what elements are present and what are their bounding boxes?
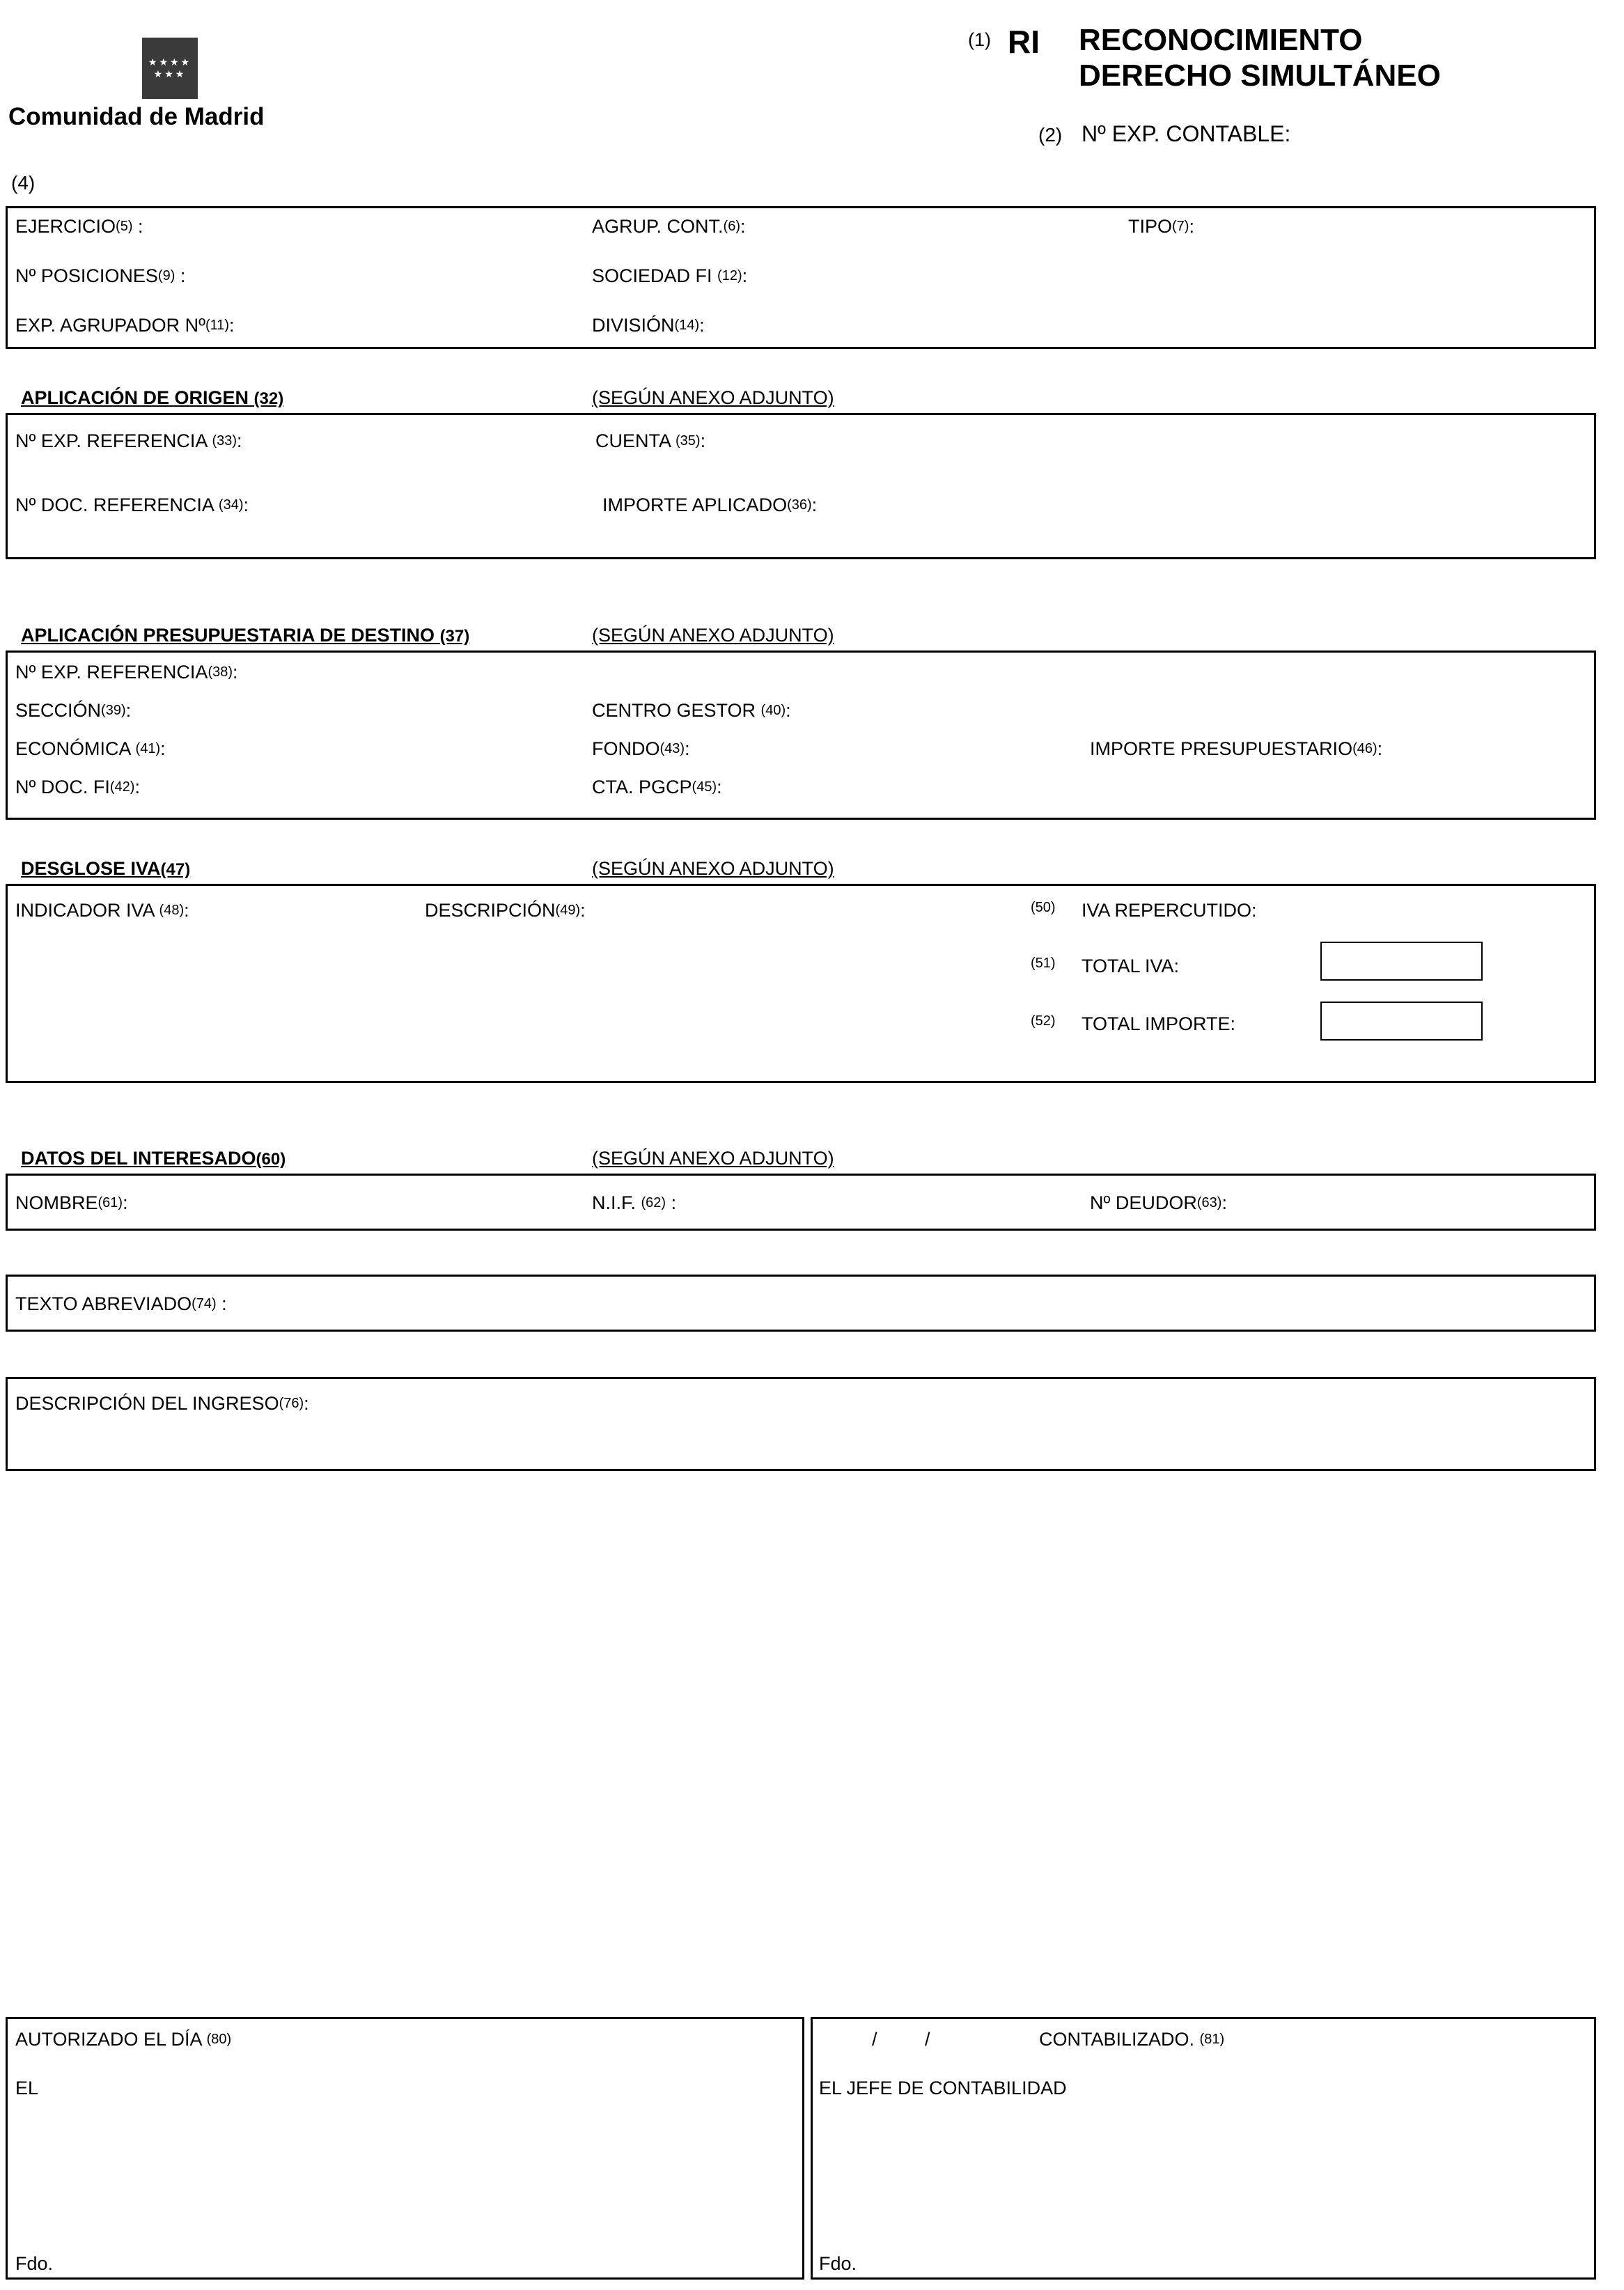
field-indicador-iva: INDICADOR IVA (48): <box>15 900 189 921</box>
field-exp-agrupador: EXP. AGRUPADOR Nº(11): <box>15 315 235 336</box>
box-texto-abreviado <box>6 1275 1596 1332</box>
field-seccion: SECCIÓN(39): <box>15 700 132 721</box>
annex-note-destino: (SEGÚN ANEXO ADJUNTO) <box>592 625 834 646</box>
ref-total-iva: (51) <box>1031 956 1056 971</box>
field-num-posiciones: Nº POSICIONES(9) : <box>15 265 186 286</box>
annex-note-interesado: (SEGÚN ANEXO ADJUNTO) <box>592 1148 834 1169</box>
form-code: RI <box>1008 24 1040 60</box>
box-general-data <box>6 206 1596 349</box>
field-total-iva: TOTAL IVA: <box>1082 956 1180 976</box>
field-centro-gestor: CENTRO GESTOR (40): <box>592 700 791 721</box>
field-cta-pgcp: CTA. PGCP(45): <box>592 777 722 797</box>
ref-iva-repercutido: (50) <box>1031 900 1056 915</box>
field-importe-presupuestario: IMPORTE PRESUPUESTARIO(46): <box>1090 738 1383 759</box>
field-descripcion-ingreso: DESCRIPCIÓN DEL INGRESO(76): <box>15 1393 309 1414</box>
label-jefe-contabilidad: EL JEFE DE CONTABILIDAD <box>819 2078 1067 2098</box>
heading-datos-interesado: DATOS DEL INTERESADO(60) <box>21 1148 286 1169</box>
field-tipo: TIPO(7): <box>1128 216 1194 237</box>
field-contabilizado: CONTABILIZADO. (81) <box>1039 2029 1225 2050</box>
field-cuenta: CUENTA (35): <box>595 430 706 451</box>
field-economica: ECONÓMICA (41): <box>15 738 166 759</box>
label-fdo-left: Fdo. <box>15 2253 54 2274</box>
field-fondo: FONDO(43): <box>592 738 690 759</box>
field-exp-referencia-38: Nº EXP. REFERENCIA(38): <box>15 662 238 683</box>
total-iva-input[interactable] <box>1320 942 1483 981</box>
date-slash-1: / <box>872 2029 877 2050</box>
box-desglose-iva <box>6 884 1596 1083</box>
label-el: EL <box>15 2078 39 2098</box>
box-autorizado <box>6 2017 804 2280</box>
heading-aplicacion-destino: APLICACIÓN PRESUPUESTARIA DE DESTINO (37) <box>21 625 470 646</box>
field-division: DIVISIÓN(14): <box>592 315 705 336</box>
box-contabilizado <box>811 2017 1596 2280</box>
heading-aplicacion-origen: APLICACIÓN DE ORIGEN (32) <box>21 387 284 408</box>
box-datos-interesado <box>6 1174 1596 1231</box>
flag-stars-icon: ★★★★ <box>148 56 192 68</box>
field-doc-fi: Nº DOC. FI(42): <box>15 777 140 797</box>
annex-note-origen: (SEGÚN ANEXO ADJUNTO) <box>592 387 834 408</box>
box-descripcion-ingreso <box>6 1377 1596 1471</box>
exp-contable-label: Nº EXP. CONTABLE: <box>1082 121 1291 146</box>
ref-total-importe: (52) <box>1031 1013 1056 1029</box>
field-autorizado-el-dia: AUTORIZADO EL DÍA (80) <box>15 2029 232 2050</box>
flag-stars-icon: ★★★ <box>153 68 187 80</box>
field-agrup-cont: AGRUP. CONT.(6): <box>592 216 746 237</box>
field-texto-abreviado: TEXTO ABREVIADO(74) : <box>15 1293 227 1314</box>
box-aplicacion-destino <box>6 651 1596 820</box>
title-ref-number: (1) <box>968 29 991 50</box>
form-ref-4: (4) <box>11 172 36 194</box>
field-num-deudor: Nº DEUDOR(63): <box>1090 1192 1227 1213</box>
org-name: Comunidad de Madrid <box>8 103 265 130</box>
date-slash-2: / <box>925 2029 930 2050</box>
exp-contable-ref: (2) <box>1038 124 1063 146</box>
comunidad-madrid-flag-logo <box>142 38 198 99</box>
heading-desglose-iva: DESGLOSE IVA(47) <box>21 858 191 879</box>
field-sociedad-fi: SOCIEDAD FI (12): <box>592 265 748 286</box>
field-descripcion-iva: DESCRIPCIÓN(49): <box>425 900 586 921</box>
total-importe-input[interactable] <box>1320 1002 1483 1041</box>
field-iva-repercutido: IVA REPERCUTIDO: <box>1082 900 1257 921</box>
annex-note-iva: (SEGÚN ANEXO ADJUNTO) <box>592 858 834 879</box>
box-aplicacion-origen <box>6 413 1596 559</box>
field-importe-aplicado: IMPORTE APLICADO(36): <box>602 494 818 515</box>
field-ejercicio: EJERCICIO(5) : <box>15 216 143 237</box>
label-fdo-right: Fdo. <box>819 2253 857 2274</box>
form-title-line2: DERECHO SIMULTÁNEO <box>1079 59 1441 93</box>
form-title-line1: RECONOCIMIENTO <box>1079 23 1363 57</box>
field-nombre: NOMBRE(61): <box>15 1192 128 1213</box>
field-exp-referencia-33: Nº EXP. REFERENCIA (33): <box>15 430 242 451</box>
field-total-importe: TOTAL IMPORTE: <box>1082 1013 1236 1034</box>
field-doc-referencia-34: Nº DOC. REFERENCIA (34): <box>15 494 249 515</box>
field-nif: N.I.F. (62) : <box>592 1192 677 1213</box>
